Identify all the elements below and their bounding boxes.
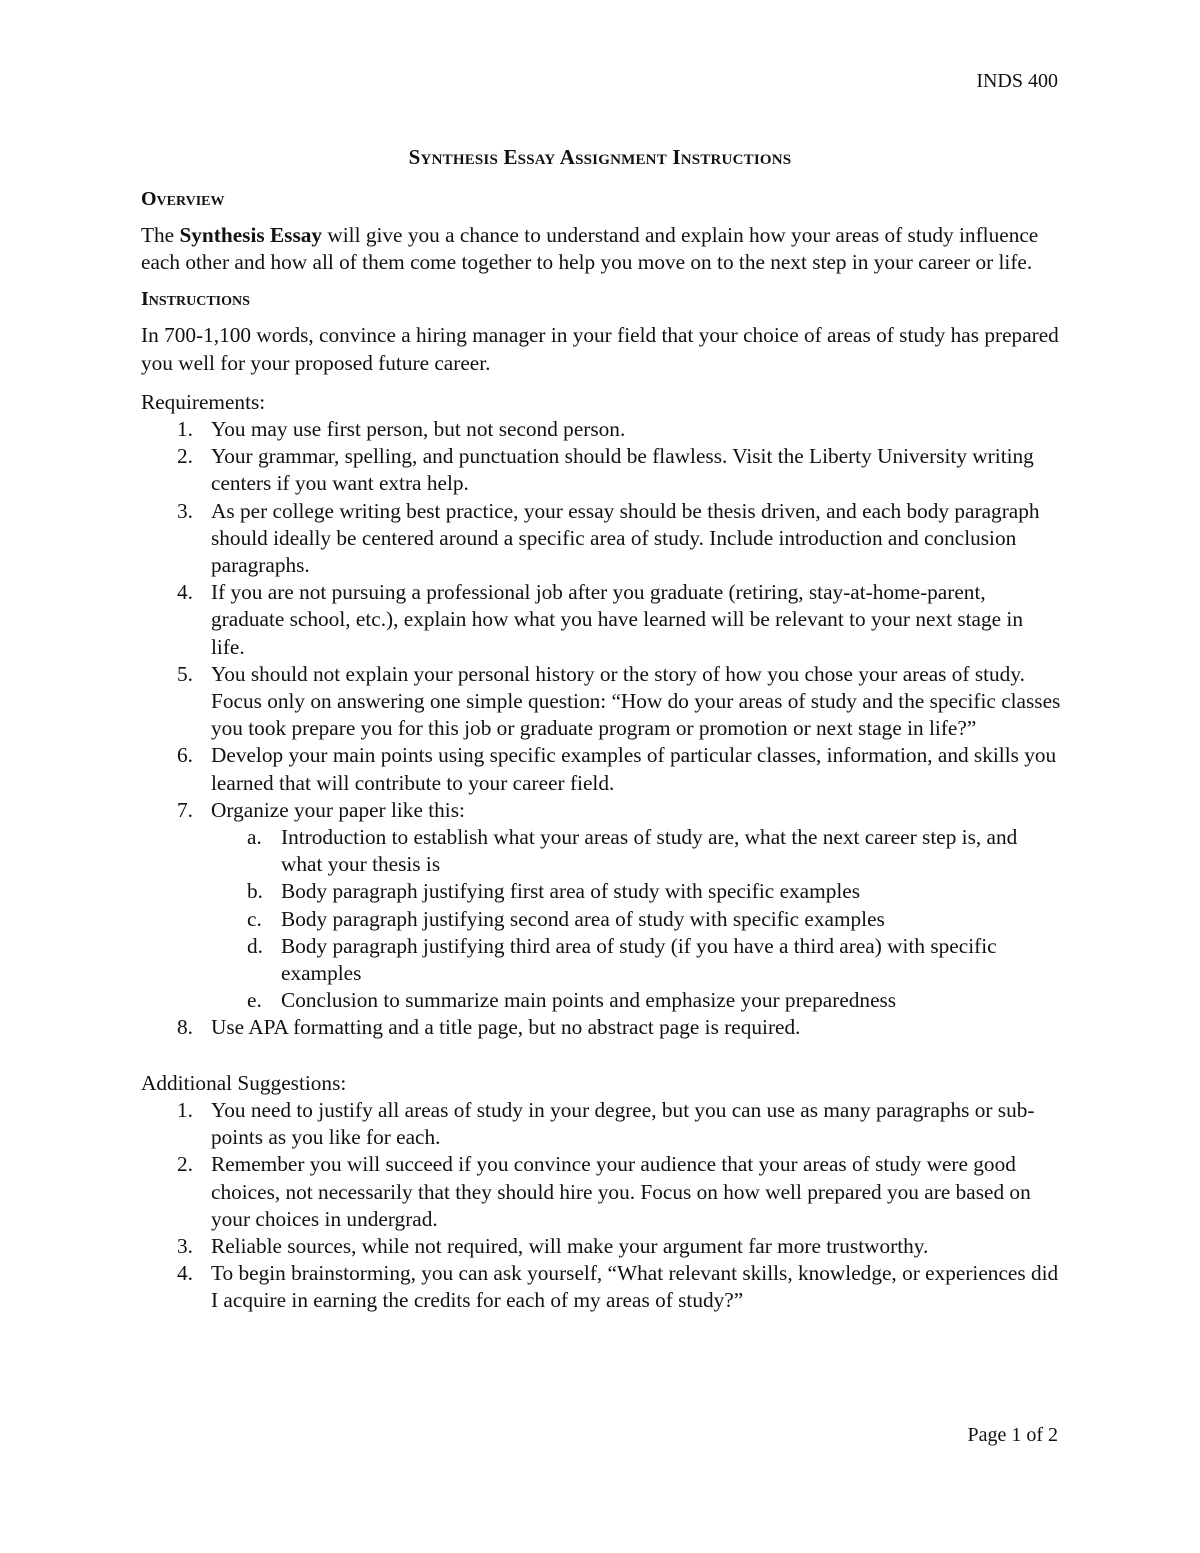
- list-item-text: Your grammar, spelling, and punctuation should be flawless. Visit the Liberty University writing centers if you want extra help.: [211, 444, 1034, 496]
- list-item: [141, 797, 1061, 1015]
- list-number: 2.: [177, 444, 193, 469]
- list-item-text: You may use first person, but not second person.: [211, 417, 626, 442]
- list-item: [141, 443, 1061, 497]
- overview-lead: The: [141, 223, 180, 247]
- sublist-letter: a.: [247, 825, 262, 850]
- list-item-text: Reliable sources, while not required, will make your argument far more trustworthy.: [211, 1233, 929, 1258]
- sublist-item-text: Body paragraph justifying third area of study (if you have a third area) with specific examples: [281, 933, 997, 986]
- list-number: 2.: [177, 1152, 193, 1177]
- course-code-header: INDS 400: [976, 70, 1058, 92]
- sublist-item-text: Introduction to establish what your areas of study are, what the next career step is, and what your thesis is: [281, 825, 1018, 877]
- sublist-item: [211, 906, 1061, 933]
- list-item: [141, 1097, 1061, 1151]
- list-number: 8.: [177, 1015, 193, 1040]
- list-number: 3.: [177, 498, 193, 523]
- suggestions-list: [141, 1097, 1061, 1315]
- sublist-letter: b.: [247, 879, 263, 904]
- sublist-item: [211, 933, 1061, 987]
- list-item-text: If you are not pursuing a professional job after you graduate (retiring, stay-at-home-parent, graduate school, etc.), explain how what you have learned will be relevant to your next stage in life.: [211, 580, 1023, 659]
- instructions-intro: In 700-1,100 words, convince a hiring manager in your field that your choice of areas of study has prepared you well for your proposed future career.: [141, 323, 1059, 375]
- paragraph-spacer: [141, 1042, 1061, 1070]
- list-number: 5.: [177, 661, 193, 686]
- requirements-label: Requirements:: [141, 389, 266, 414]
- list-item-text: Remember you will succeed if you convince your audience that your areas of study were good choices, not necessarily that they should hire you. Focus on how well prepared you are based on your choices in undergrad.: [211, 1152, 1031, 1231]
- sublist-item: [211, 987, 1061, 1014]
- list-number: 3.: [177, 1233, 193, 1258]
- sublist-letter: c.: [247, 906, 262, 931]
- instructions-heading: Instructions: [141, 288, 250, 311]
- overview-paragraph: [141, 222, 1061, 276]
- document-body: [141, 184, 1061, 1315]
- document-title: Synthesis Essay Assignment Instructions: [408, 145, 792, 169]
- list-item-text: Develop your main points using specific examples of particular classes, information, and skills you learned that will contribute to your career field.: [211, 743, 1057, 795]
- sublist-item-text: Body paragraph justifying second area of study with specific examples: [281, 906, 885, 931]
- sublist-item: [211, 878, 1061, 905]
- organize-sublist: [211, 824, 1061, 1014]
- list-number: 4.: [177, 1261, 193, 1286]
- list-number: 7.: [177, 797, 193, 822]
- sublist-letter: d.: [247, 933, 263, 958]
- list-number: 4.: [177, 580, 193, 605]
- list-item: [141, 498, 1061, 580]
- list-item-text: You should not explain your personal history or the story of how you chose your areas of study. Focus only on answering one simple question: “How do your areas of study and the specific classes you took prepare you for this job or graduate program or promotion or next stage in life?”: [211, 661, 1061, 741]
- list-number: 6.: [177, 743, 193, 768]
- sublist-item-text: Body paragraph justifying first area of study with specific examples: [281, 879, 860, 904]
- page-number-footer: Page 1 of 2: [967, 1424, 1058, 1446]
- list-item-text: Use APA formatting and a title page, but no abstract page is required.: [211, 1015, 801, 1040]
- list-number: 1.: [177, 1097, 193, 1122]
- list-item: [141, 1014, 1061, 1041]
- list-item: [141, 579, 1061, 661]
- list-item: [141, 742, 1061, 796]
- list-number: 1.: [177, 417, 193, 442]
- list-item: [141, 1233, 1061, 1260]
- requirements-list: [141, 416, 1061, 1042]
- sublist-item-text: Conclusion to summarize main points and emphasize your preparedness: [281, 988, 897, 1013]
- overview-heading: Overview: [141, 188, 225, 210]
- list-item-text: As per college writing best practice, your essay should be thesis driven, and each body paragraph should ideally be centered around a specific area of study. Include introduction and conclusion paragraphs.: [211, 498, 1040, 578]
- list-item-text: Organize your paper like this:: [211, 797, 465, 822]
- list-item: [141, 416, 1061, 443]
- list-item-text: You need to justify all areas of study in your degree, but you can use as many paragraphs or sub-points as you like for each.: [211, 1097, 1035, 1150]
- list-item: [141, 661, 1061, 743]
- list-item: [141, 1151, 1061, 1233]
- sublist-letter: e.: [247, 988, 262, 1013]
- list-item-text: To begin brainstorming, you can ask yourself, “What relevant skills, knowledge, or experiences did I acquire in earning the credits for each of my areas of study?”: [211, 1261, 1059, 1313]
- overview-text: will give you a chance to understand and explain how your areas of study influence each other and how all of them come together to help you move on to the next step in your career or life.: [141, 223, 1039, 275]
- list-item: [141, 1260, 1061, 1314]
- sublist-item: [211, 824, 1061, 878]
- synthesis-essay-term: Synthesis Essay: [179, 223, 323, 247]
- suggestions-label: Additional Suggestions:: [141, 1070, 347, 1095]
